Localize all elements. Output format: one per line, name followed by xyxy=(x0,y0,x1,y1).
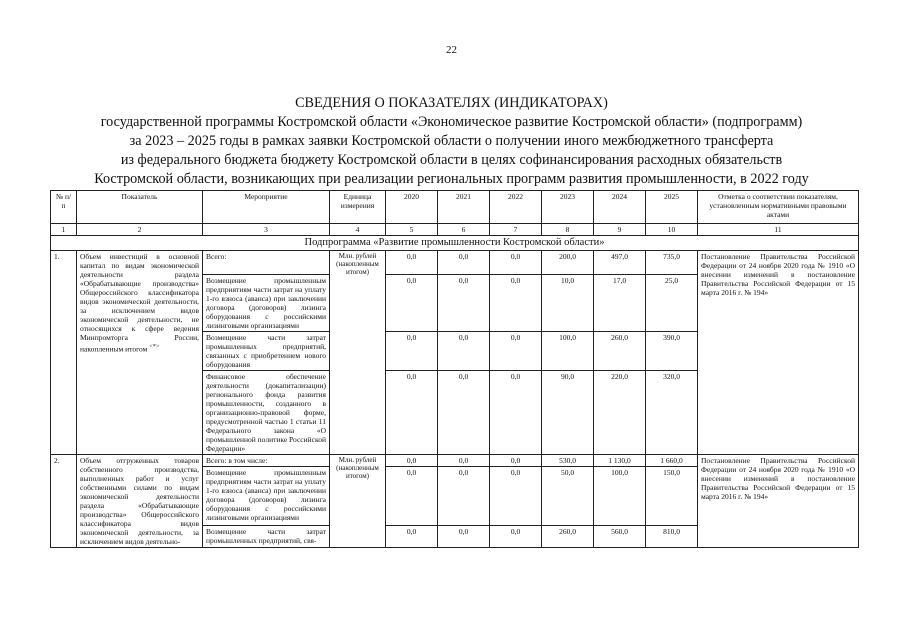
table-row xyxy=(51,251,859,275)
regulation-note: Постановление Правительства Российской Федерации от 24 ноября 2020 года № 1910 «О внесении изменений в постановление Правительства Российской Федерации от 15 марта 2016 г. № 194» xyxy=(698,455,859,548)
title-line: Костромской области, возникающих при реализации региональных программ развития промышленности, в 2022 году xyxy=(94,171,809,187)
column-number: 7 xyxy=(490,224,542,236)
activity-cell: Возмещение части затрат промышленных предприятий, свя- xyxy=(203,526,330,548)
col-header-2020: 2020 xyxy=(386,191,438,224)
indicator-name xyxy=(77,251,203,455)
value-2021: 0,0 xyxy=(438,526,490,548)
regulation-note: Постановление Правительства Российской Федерации от 24 ноября 2020 года № 1910 «О внесении изменений в постановление Правительства Российской Федерации от 15 марта 2016 г. № 194» xyxy=(698,251,859,455)
value-2024: 560,0 xyxy=(594,526,646,548)
column-number: 6 xyxy=(438,224,490,236)
column-number: 5 xyxy=(386,224,438,236)
value-2024: 17,0 xyxy=(594,275,646,332)
col-header-indicator: Показатель xyxy=(77,191,203,224)
col-header-2024: 2024 xyxy=(594,191,646,224)
value-2021: 0,0 xyxy=(438,455,490,467)
table-row xyxy=(51,455,859,467)
value-2025: 735,0 xyxy=(646,251,698,275)
value-2025: 25,0 xyxy=(646,275,698,332)
column-number-row xyxy=(51,224,859,236)
value-2020: 0,0 xyxy=(386,467,438,526)
value-2025: 1 660,0 xyxy=(646,455,698,467)
column-number: 1 xyxy=(51,224,77,236)
col-header-2021: 2021 xyxy=(438,191,490,224)
value-2022: 0,0 xyxy=(490,332,542,371)
activity-cell: Возмещение промышленным предприятиям части затрат на уплату 1-го взноса (аванса) при заключении договора (договоров) лизинга оборудования с российскими лизинговыми организациями xyxy=(203,467,330,526)
value-2025: 810,0 xyxy=(646,526,698,548)
col-header-2025: 2025 xyxy=(646,191,698,224)
indicator-name: Объем отгруженных товаров собственного производства, выполненных работ и услуг собственными силами по видам экономической деятельности раздела «Обрабатывающие производства» Общероссийского классификатора видов экономической деятельности, за исключением видов деятельно- xyxy=(77,455,203,548)
unit-cell: Млн. рублей (накопленным итогом) xyxy=(330,251,386,455)
title-line: СВЕДЕНИЯ О ПОКАЗАТЕЛЯХ (ИНДИКАТОРАХ) xyxy=(295,95,608,111)
value-2024: 497,0 xyxy=(594,251,646,275)
col-header-unit: Единица измерения xyxy=(330,191,386,224)
column-number: 8 xyxy=(542,224,594,236)
col-header-activity: Мероприятие xyxy=(203,191,330,224)
column-number: 11 xyxy=(698,224,859,236)
document-title xyxy=(40,94,863,189)
column-number: 10 xyxy=(646,224,698,236)
value-2022: 0,0 xyxy=(490,526,542,548)
header-row xyxy=(51,191,859,224)
value-2025: 150,0 xyxy=(646,467,698,526)
indicator-number: 1. xyxy=(51,251,77,455)
value-2024: 220,0 xyxy=(594,371,646,455)
activity-cell: Возмещение части затрат промышленных предприятий, связанных с приобретением нового оборудования xyxy=(203,332,330,371)
value-2023: 50,0 xyxy=(542,467,594,526)
column-number: 9 xyxy=(594,224,646,236)
value-2024: 260,0 xyxy=(594,332,646,371)
activity-cell: Возмещение промышленным предприятиям части затрат на уплату 1-го взноса (аванса) при заключении договора (договоров) лизинга оборудования с российскими лизинговыми организациями xyxy=(203,275,330,332)
value-2023: 90,0 xyxy=(542,371,594,455)
activity-cell: Финансовое обеспечение деятельности (докапитализации) регионального фонда развития промышленности, созданного в организационно-правовой форме, предусмотренной частью 1 статьи 11 Федерального закона «О промышленной политике Российской Федерации» xyxy=(203,371,330,455)
value-2021: 0,0 xyxy=(438,275,490,332)
indicator-number: 2. xyxy=(51,455,77,548)
value-2021: 0,0 xyxy=(438,251,490,275)
value-2022: 0,0 xyxy=(490,455,542,467)
value-2022: 0,0 xyxy=(490,251,542,275)
col-header-2023: 2023 xyxy=(542,191,594,224)
activity-cell: Всего: в том числе: xyxy=(203,455,330,467)
value-2020: 0,0 xyxy=(386,526,438,548)
page-number: 22 xyxy=(446,44,457,56)
col-header-2022: 2022 xyxy=(490,191,542,224)
value-2020: 0,0 xyxy=(386,251,438,275)
value-2021: 0,0 xyxy=(438,332,490,371)
title-line: за 2023 – 2025 годы в рамках заявки Костромской области о получении иного межбюджетного трансферта xyxy=(129,133,774,149)
col-header-note: Отметка о соответствии показателям, установленным нормативными правовыми актами xyxy=(698,191,859,224)
value-2022: 0,0 xyxy=(490,371,542,455)
subprogram-row xyxy=(51,236,859,251)
value-2020: 0,0 xyxy=(386,275,438,332)
column-number: 3 xyxy=(203,224,330,236)
footnote-mark: <*> xyxy=(149,343,160,350)
value-2025: 320,0 xyxy=(646,371,698,455)
value-2023: 530,0 xyxy=(542,455,594,467)
value-2023: 100,0 xyxy=(542,332,594,371)
title-line: государственной программы Костромской области «Экономическое развитие Костромской области» (подпрограмм) xyxy=(100,114,803,130)
value-2025: 390,0 xyxy=(646,332,698,371)
value-2024: 1 130,0 xyxy=(594,455,646,467)
value-2022: 0,0 xyxy=(490,275,542,332)
value-2020: 0,0 xyxy=(386,455,438,467)
value-2021: 0,0 xyxy=(438,467,490,526)
activity-cell: Всего: xyxy=(203,251,330,275)
col-header-num: № п/п xyxy=(51,191,77,224)
value-2021: 0,0 xyxy=(438,371,490,455)
indicator-name-text: Объем инвестиций в основной капитал по видам экономической деятельности раздела «Обрабатывающие производства» Общероссийского классификатора видов экономической деятельности, за исключением видов экономической деятельности, не относящихся к сфере ведения Минпромторга России, накопленным итогом xyxy=(80,252,199,354)
value-2023: 10,0 xyxy=(542,275,594,332)
unit-cell: Млн. рублей (накопленным итогом) xyxy=(330,455,386,548)
value-2020: 0,0 xyxy=(386,332,438,371)
value-2023: 200,0 xyxy=(542,251,594,275)
value-2023: 260,0 xyxy=(542,526,594,548)
indicators-table xyxy=(50,190,859,548)
title-line: из федерального бюджета бюджету Костромской области в целях софинансирования расходных обязательств xyxy=(120,152,783,168)
column-number: 2 xyxy=(77,224,203,236)
value-2024: 100,0 xyxy=(594,467,646,526)
subprogram-title: Подпрограмма «Развитие промышленности Костромской области» xyxy=(51,236,859,251)
column-number: 4 xyxy=(330,224,386,236)
value-2022: 0,0 xyxy=(490,467,542,526)
value-2020: 0,0 xyxy=(386,371,438,455)
